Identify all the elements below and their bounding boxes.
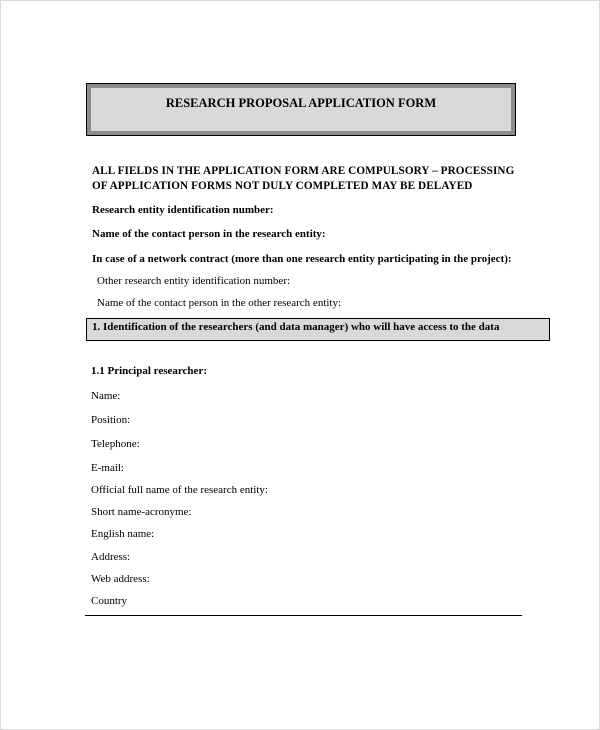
network-contract-label: In case of a network contract (more than one research entity participating in the project): [92, 253, 512, 265]
web-address-label: Web address: [91, 573, 150, 585]
name-label: Name: [91, 390, 121, 402]
country-label: Country [91, 595, 128, 607]
short-name-label: Short name-acronyme: [91, 506, 192, 518]
entity-id-label: Research entity identification number: [92, 204, 274, 216]
contact-person-label: Name of the contact person in the research entity: [92, 228, 326, 240]
address-label: Address: [91, 551, 131, 563]
principal-researcher-heading: 1.1 Principal researcher: [91, 365, 207, 377]
bottom-divider [85, 615, 522, 616]
entity-full-name-label: Official full name of the research entity: [91, 484, 268, 496]
form-title-box [86, 83, 516, 136]
other-contact-person-label: Name of the contact person in the other research entity: [97, 297, 342, 309]
email-label: E-mail: [91, 462, 124, 474]
english-name-label: English name: [91, 528, 155, 540]
section-1-heading: 1. Identification of the researchers (and data manager) who will have access to the data [86, 318, 550, 341]
notice-line-2: OF APPLICATION FORMS NOT DULY COMPLETED MAY BE DELAYED [92, 180, 473, 192]
notice-line-1: ALL FIELDS IN THE APPLICATION FORM ARE COMPULSORY – PROCESSING [92, 165, 515, 177]
position-label: Position: [91, 414, 131, 426]
form-title: RESEARCH PROPOSAL APPLICATION FORM [91, 88, 511, 131]
telephone-label: Telephone: [91, 438, 140, 450]
other-entity-id-label: Other research entity identification number: [97, 275, 291, 287]
